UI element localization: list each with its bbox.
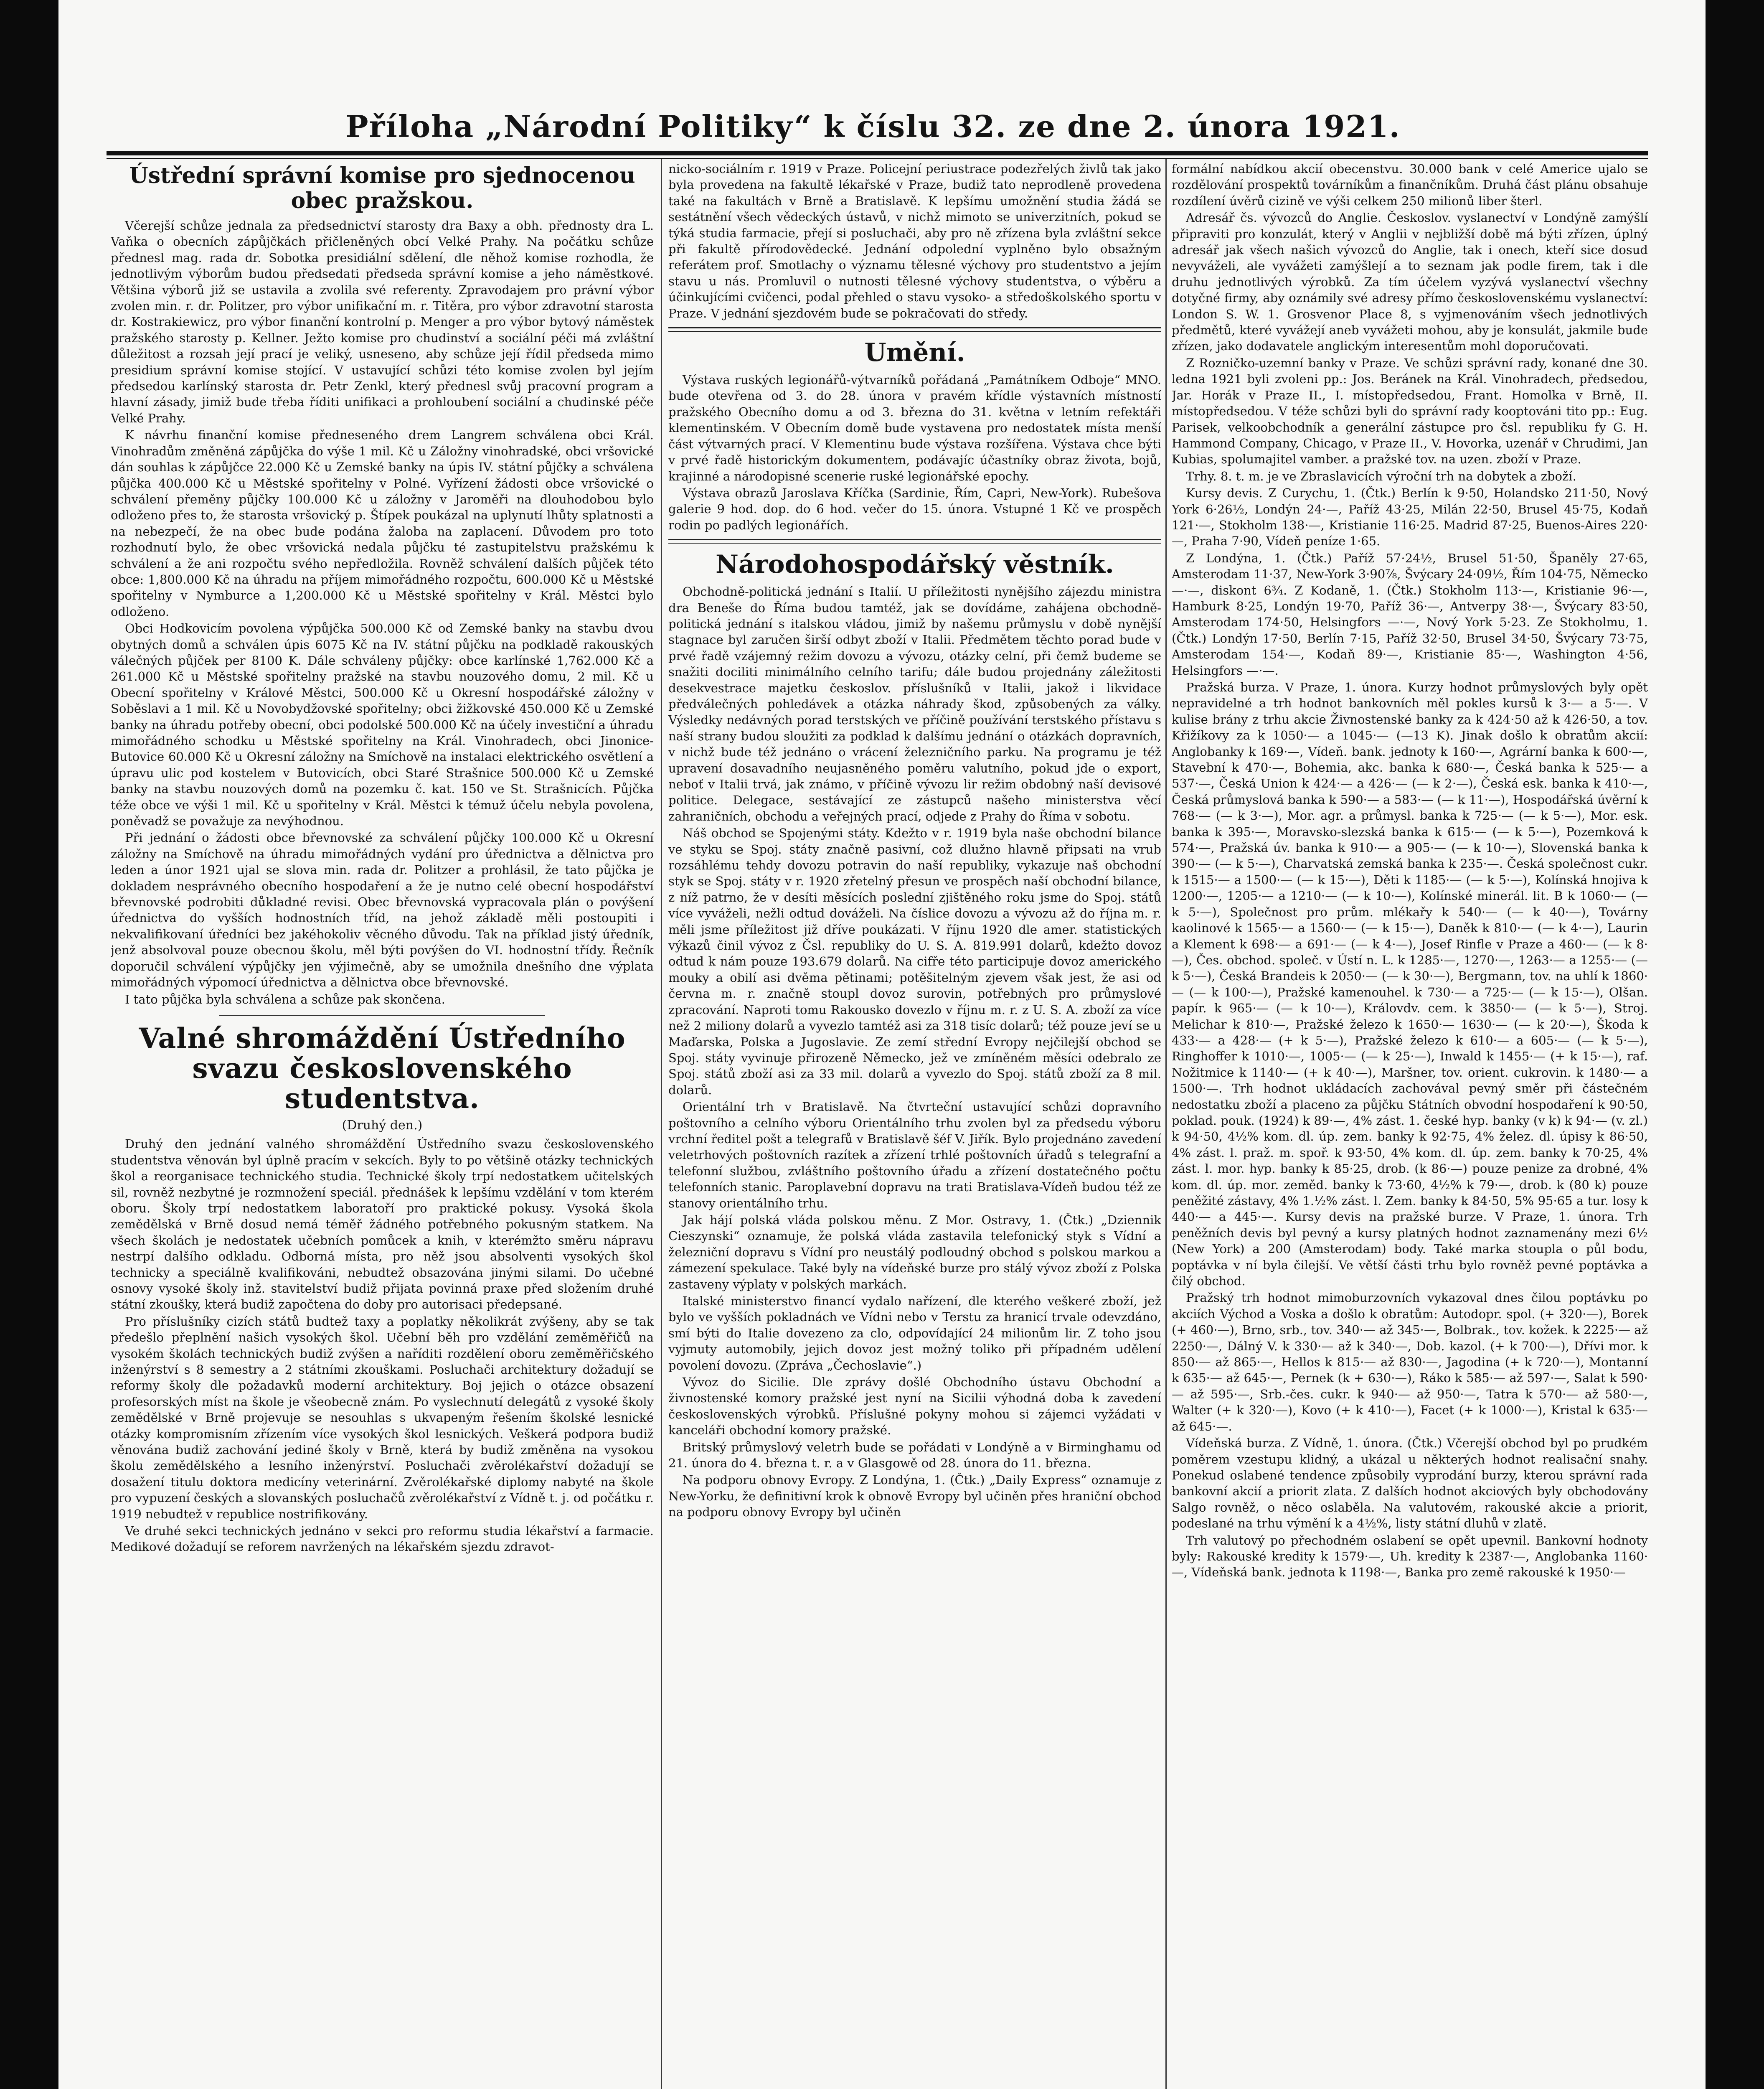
article-paragraph: Pražská burza. V Praze, 1. února. Kurzy hodnot průmyslových byly opět nepravidelné a trh hodnot bankovních měl pokles kursů k 3·— a 5·—. V kulise brány z trhu akcie Živnostenské banky za k 424·50 až k 426·50, a tov. Křižíkovy za k 1050·— a 1045·— (—13 K). Jinak došlo k obratům akcií: Anglobanky k 169·—, Vídeň. bank. jednoty k 160·—, Agrární banka k 600·—, Stavební k 470·—, Bohemia, akc. banka k 680·—, Česká banka k 525·— a 537·—, Česká Union k 424·— a 426·— (— k 2·—), Česká esk. banka k 410·—, Česká průmyslová banka k 590·— a 583·— (— k 11·—), Hospodářská úvěrní k 768·— (— k 3·—), Mor. agr. a průmysl. banka k 725·— (— k 5·—), Mor. esk. banka k 395·—, Moravsko-slezská banka k 615·— (— k 5·—), Pozemková k 574·—, Pražská úv. banka k 910·— a 905·— (— k 10·—), Slovenská banka k 390·— (— k 5·—), Charvatská zemská banka k 235·—. Česká společnost cukr. k 1515·— a 1500·— (— k 15·—), Děti k 1185·— (— k 5·—), Kolínská hnojiva k 1200·—, 1205·— a 1210·— (— k 10·—), Kolínské minerál. lit. B k 1060·— (— k 5·—), Společnost pro prům. mlékařy k 540·— (— k 40·—), Továrny kaolinové k 1565·— a 1560·— (— k 15·—), Daněk k 810·— (— k 4·—), Laurin a Klement k 698·— a 691·— (— k 4·—), Josef Rinfle v Praze a 460·— (— k 8·—), Čes. obchod. společ. v Ústí n. L. k 1285·—, 1270·—, 1263·— a 1255·— (— k 5·—), Česká Brandeis k 2050·— (— k 30·—), Bergmann, tov. na uhlí k 1860·— (— k 100·—), Pražské kamenouhel. k 730·— a 725·— (— k 15·—), Olšan. papír. k 965·— (— k 10·—), Královdv. cem. k 3850·— (— k 5·—), Stroj. Melichar k 810·—, Pražské železo k 1650·— 1630·— (— k 20·—), Škoda k 433·— a 428·— (+ k 5·—), Pražské železo k 610·— a 605·— (— k 5·—), Ringhoffer k 1010·—, 1005·— (— k 25·—), Inwald k 1455·— (+ k 15·—), raf. Nožitmice k 1140·— (+ k 40·—), Maršner, tov. orient. cukrovin. k 1480·— a 1500·—. Trh hodnot ukládacích zachovával pevný směr při částečném nedostatku zboží a placeno za půjčku Státních obvodní hospodaření k 90·50, poklad. pouk. (1924) k 89·—, 4% zást. 1. české hyp. banky (v k) k 94·— (v. zl.) k 94·50, 4½% kom. dl. úp. zem. banky k 92·75, 4% želez. dl. úpisy k 86·50, 4% zást. l. praž. m. spoř. k 93·50, 4% kom. dl. úp. zem. banky k 70·25, 4% zást. l. mor. hyp. banky k 85·25, drob. (k 86·—) pouze penize za drobné, 4% kom. dl. úp. mor. zeměd. banky k 73·60, 4½% k 79·—, drob. k (80 k) pouze peněžité zástavy, 4% 1.½% zást. l. Zem. banky k 84·50, 5% 95·65 a tur. losy k 440·— a 445·—. Kursy devis na pražské burze. V Praze, 1. února. Trh peněžních devis byl pevný a kursy platných hodnot zaznamenány mezi 6½ (New York) a 200 (Amsterodam) body. Také marka stoupla o půl bodu, poptávka v ní byla čilejší. Ve větší části trhu bylo rovněž pevné poptávka a čilý obchod. bbox=[1172, 680, 1648, 1288]
article-paragraph: Obci Hodkovicím povolena výpůjčka 500.000 Kč od Zemské banky na stavbu dvou obytných domů a schválen úpis 6075 Kč na IV. státní půjčku na podkladě rakouských válečných půjček per 8100 K. Dále schváleny půjčky: obce karlínské 1,762.000 Kč a 261.000 Kč u Městské spořitelny pražské na stavbu nouzového domu, 2 mil. Kč u Obecní spořitelny v Králové Městci, 500.000 Kč u Okresní hospodářské záložny v Soběslavi a 1 mil. Kč u Novobydžovské spořitelny; obci žižkovské 450.000 Kč u Zemské banky na úhradu potřeby obecní, obci podolské 500.000 Kč na účely investiční a úhradu mimořádného schodku u Městské spořitelny na Král. Vinohradech, obci Jinonice-Butovice 60.000 Kč u Okresní záložny na Smíchově na instalaci elektrického osvětlení a úpravu ulic pod kostelem v Butovicích, obci Staré Strašnice 500.000 Kč u Zemské banky na stavbu nouzových domů na pozemku č. kat. 150 ve St. Strašnicích. Půjčka téže obce ve výši 1 mil. Kč u spořitelny v Král. Městci k témuž účelu nebyla povolena, poněvadž se považuje za nevýhodnou. bbox=[111, 621, 654, 828]
article-paragraph: Z Rozničko-uzemní banky v Praze. Ve schůzi správní rady, konané dne 30. ledna 1921 byli zvoleni pp.: Jos. Beránek na Král. Vinohradech, předsedou, Jar. Horák v Praze II., I. místopředsedou, Frant. Homolka v Brně, II. místopředsedou. V téže schůzi byli do správní rady kooptováni tito pp.: Eug. Parisek, velkoobchodník a generální zástupce pro čsl. republiku fy G. H. Hammond Company, Chicago, v Praze II., V. Hovorka, uzenář v Chrudimi, Jan Kubias, spolumajitel vamber. a pražské tov. na uzen. zboží v Praze. bbox=[1172, 356, 1648, 467]
article-continuation: nicko-sociálním r. 1919 v Praze. Policejní periustrace podezřelých živlů tak jako byla provedena na fakultě lékařské v Praze, budiž tato neprodleně provedena také na fakultách v Brně a Bratislavě. K lepšímu umožnění studia žádá se sestátnění všech vědeckých ústavů, v nichž mimoto se univerzitních, pokud se týká studia farmacie, přejí si posluchači, aby pro ně zřízena byla zvláštní sekce při fakultě přírodovědecké. Jednání odpolední vyplněno bylo obsažným referátem prof. Smotlachy o významu tělesné výchovy pro studentstvo a jejím stavu u nás. Promluvil o nutnosti tělesné výchovy studentstva, o výběru a účinkujícími cvičenci, podal přehled o stavu vysoko- a středoškolského sportu v Praze. V jednání sjezdovém bude se pokračovati do středy. bbox=[668, 162, 1161, 320]
article-paragraph: Náš obchod se Spojenými státy. Kdežto v r. 1919 byla naše obchodní bilance ve styku se Spoj. státy značně pasivní, což dlužno hlavně připsati na vrub rozsáhlému tehdy dovozu potravin do naší republiky, vykazuje naš obchodní styk se Spoj. státy v r. 1920 zřetelný přesun ve prospěch naší obchodní bilance, z níž patrno, že v desíti měsících poslední zjištěného roku jsme do Spoj. států více vyváželi, nežli odtud dováželi. Na číslice dovozu a vývozu až do října m. r. měli jsme příležitost již dříve poukázati. V říjnu 1920 dle amer. statistických výkazů činil vývoz z Čsl. republiky do U. S. A. 819.991 dolarů, kdežto dovoz odtud k nám pouze 193.679 dolarů. Na cifře této participuje dovoz amerického mouky a obilí asi dvěma pětinami; potěšitelným zjevem však jest, že asi od června m. r. značně stoupl dovoz surovin, potřebných pro průmyslové zpracování. Naproti tomu Rakousko dovezlo v říjnu m. r. z U. S. A. zboží za více než 2 miliony dolarů a vyvezlo tamtéž asi za 318 tisíc dolarů; též pouze jeví se u Maďarska, Polska a Jugoslavie. Ze zemí střední Evropy nejčilejší obchod se Spoj. státy vyvinuje přirozeně Německo, jež ve zmíněném měsíci odebralo ze Spoj. států zboží asi za 33 mil. dolarů a vyvezlo do Spoj. států zboží za 8 mil. dolarů. bbox=[668, 826, 1161, 1097]
article-paragraph: K návrhu finanční komise předneseného drem Langrem schválena obci Král. Vinohradům změněná zápůjčka do výše 1 mil. Kč u Záložny vinohradské, obci vršovické dán souhlas k zápůjčce 22.000 Kč u Zemské banky na úpis IV. státní půjčky a schválena půjčka 400.000 Kč u Městské spořitelny v Polné. Vyřízení žádosti obce vršovické o schválení přeměny půjčky 100.000 Kč u záložny v Jaroměři na dlouhodobou bylo odloženo přes to, že starosta vršovický p. Štípek poukázal na uplynutí lhůty splatnosti a na nebezpečí, že na obec bude podána žaloba na zaplacení. Důvodem pro toto rozhodnutí bylo, že obec vršovická nedala půjčku té zastupitelstvu pražskému k schválení a že ani rozpočtu svého nepředložila. Rovněž schválení dalších půjček této obce: 1,800.000 Kč na úhradu na příjem mimořádného rozpočtu, 600.000 Kč u Městské spořitelny v Nymburce a 1,200.000 Kč u Městské spořitelny v Král. Městci bylo odloženo. bbox=[111, 428, 654, 619]
article-separator bbox=[219, 1015, 545, 1016]
article-paragraph: Trhy. 8. t. m. je ve Zbraslavicích výroční trh na dobytek a zboží. bbox=[1186, 469, 1576, 483]
section-title-umeni: Umění. bbox=[864, 338, 965, 368]
column-3 bbox=[1172, 161, 1648, 2089]
masthead-rule bbox=[107, 151, 1648, 155]
article-paragraph: Výstava obrazů Jaroslava Kříčka (Sardinie, Řím, Capri, New-York). Rubešova galerie 9 hod. dop. do 6 hod. večer do 15. února. Vstupné 1 Kč ve prospěch rodin po padlých legionářích. bbox=[668, 485, 1161, 532]
article-paragraph: Kursy devis. Z Curychu, 1. (Čtk.) Berlín k 9·50, Holandsko 211·50, Nový York 6·26½, Londýn 24·—, Paříž 43·25, Milán 22·50, Brusel 45·75, Kodaň 121·—, Stokholm 138·—, Kristianie 116·25. Madrid 87·25, Buenos-Aires 220·—, Praha 7·90, Vídeň peníze 1·65. bbox=[1172, 486, 1648, 549]
article-paragraph: I tato půjčka byla schválena a schůze pak skončena. bbox=[125, 992, 445, 1006]
scan-border-left bbox=[0, 0, 58, 2089]
article-paragraph: Ve druhé sekci technických jednáno v sekci pro reformu studia lékařství a farmacie. Medikové dožadují se reforem navržených na lékařském sjezdu zdravot- bbox=[111, 1524, 654, 1554]
article-paragraph: Vývoz do Sicilie. Dle zprávy došlé Obchodního ústavu Obchodní a živnostenské komory pražské jest nyní na Sicilii výhodná doba k zavedení československých výrobků. Příslušné pokyny mohou si zájemci vyžádati v kanceláři obchodní komory pražské. bbox=[668, 1375, 1161, 1438]
column-divider-1 bbox=[661, 159, 662, 2089]
article-paragraph: Britský průmyslový veletrh bude se pořádati v Londýně a v Birminghamu od 21. února do 4. března t. r. a v Glasgowě od 28. února do 11. března. bbox=[668, 1440, 1161, 1471]
section-separator bbox=[668, 539, 1161, 544]
article-paragraph: Výstava ruských legionářů-výtvarníků pořádaná „Památníkem Odboje“ MNO. bude otevřena od 3. do 28. února v pravém křídle výstavních místností pražského Obecního domu a od 3. března do 31. května v letním refektáři klementinském. V Obecním domě bude vystavena pro nedostatek místa menší část výtvarných prací. V Klementinu bude výstava rozšířena. Výstava chce býti v prvé řadě historickým dokumentem, podávajíc účastníky obraz života, bojů, krajinné a národopisné scenerie ruské legionářské epochy. bbox=[668, 373, 1161, 483]
masthead-rule-thin bbox=[107, 158, 1648, 159]
scan-border-right bbox=[1706, 0, 1764, 2089]
article-subhead: (Druhý den.) bbox=[342, 1118, 423, 1133]
article-paragraph: Na podporu obnovy Evropy. Z Londýna, 1. (Čtk.) „Daily Express“ oznamuje z New-Yorku, že definitivní krok k obnově Evropy byl učiněn přes hraniční obchod na podporu obnovy Evropy byl učiněn bbox=[668, 1473, 1161, 1520]
article-paragraph: Jak hájí polská vláda polskou měnu. Z Mor. Ostravy, 1. (Čtk.) „Dziennik Cieszynski“ oznamuje, že polská vláda zastavila telefonický styk s Vídní a železniční dopravu s Vídní pro neustálý podloudný obchod s polskou markou a zámezení spekulace. Také byly na vídeňské burze pro stálý vývoz zboží z Polska zastaveny výplaty v polských markách. bbox=[668, 1212, 1161, 1291]
masthead-title: Příloha „Národní Politiky“ k číslu 32. ze dne 2. února 1921. bbox=[345, 109, 1401, 144]
article-paragraph: Orientální trh v Bratislavě. Na čtvrteční ustavující schůzi dopravního poštovního a celního výboru Orientálního trhu zvolen byl za předsedu výboru vrchní ředitel pošt a telegrafů v Bratislavě šéf V. Jiřík. Bylo projednáno zavedení veletrhových poštovních razítek a zřízení trhlé poštovních úřadů s telegrafní a telefonní službou, zvláštního poštovního úřadu a zřízení dostatečného počtu telefonních stanic. Paroplavební dopravu na trati Bratislava-Vídeň budou též ze stanovy orientálního trhu. bbox=[668, 1100, 1161, 1210]
column-2 bbox=[668, 161, 1161, 2089]
article-paragraph: Při jednání o žádosti obce břevnovské za schválení půjčky 100.000 Kč u Okresní záložny na Smíchově na úhradu mimořádných vydání pro úřednictva a dělnictva pro leden a únor 1921 ujal se slova min. rada dr. Politzer a prohlásil, že tato půjčka je dokladem nesprávného obecního hospodaření a že je nutno celé obecní hospodářství břevnovské podrobiti důkladné revisi. Obec břevnovská vypracovala plán o povýšení úřednictva do vyšších hodnostních tříd, na jehož základě měli postoupiti i nekvalifikovaní úředníci bez jakéhokoliv věcného důvodu. Tak na příklad jistý úředník, jenž absolvoval pouze obecnou školu, měl býti povýšen do VI. hodnostní třídy. Řečník doporučil schválení výpůjčky jen výjimečně, aby se umožnila dnešního dne výplata mimořádných výpomocí úřednictva a dělnictva obce břevnovské. bbox=[111, 831, 654, 990]
column-1 bbox=[111, 161, 654, 2089]
article-paragraph: Včerejší schůze jednala za předsednictví starosty dra Baxy a obh. přednosty dra L. Vaňka o obecních zápůjčkách přičleněných obcí Velké Prahy. Na počátku schůze přednesl mag. rada dr. Sobotka presidiální sdělení, dle něhož komise rozhodla, že jednotlivým výborům budou předsedati předseda správní komise a jeho náměstkové. Většina výborů již se ustavila a zvolila své referenty. Zpravodajem pro právní výbor zvolen min. r. dr. Politzer, pro výbor unifikační m. r. Titěra, pro výbor zdravotní starosta dr. Kostrakiewicz, pro výbor finanční kontrolní p. Menger a pro výbor bytový náměstek pražského starosty p. Kellner. Ježto komise pro chudinství a sociální péči má zvláštní důležitost a rozsah její prací je veliký, usneseno, aby schůze její řídil předseda mimo presidium správní komise stojící. V ustavující schůzi této komise zvolen byl jejím předsedou karlínský starosta dr. Petr Zenkl, který přednesl svůj pracovní program a hlavní zásady, jimiž bude třeba říditi unifikaci a prohloubení sociální a chudinské péče Velké Prahy. bbox=[111, 219, 654, 425]
article-continuation: formální nabídkou akcií obecenstvu. 30.000 bank v celé Americe ujalo se rozdělování prospektů továrníkům a finančníkům. Druhá část plánu obsahuje rozdílení úvěrů cizině ve výši celkem 250 milionů liber šterl. bbox=[1172, 162, 1648, 208]
article-paragraph: Trh valutový po přechodném oslabení se opět upevnil. Bankovní hodnoty byly: Rakouské kredity k 1579·—, Uh. kredity k 2387·—, Anglobanka 1160·—, Vídeňská bank. jednota k 1198·—, Banka pro země rakouské k 1950·— bbox=[1172, 1533, 1648, 1580]
article-paragraph: Vídeňská burza. Z Vídně, 1. února. (Čtk.) Včerejší obchod byl po prudkém poměrem vzestupu klidný, a ukázal u některých hodnot realisační snahy. Ponekud oslabené tendence způsobily vyprodání burzy, kterou správní rada bankovní akcií a priorit zlata. Z dalších hodnot akciových byly obchodovány Salgo rovněž, o něco oslaběla. Na valutovém, rakouské akcie a priorit, podeslané na trhu výmění k a 4½%, listy státní dluhů v zlatě. bbox=[1172, 1436, 1648, 1531]
section-separator bbox=[668, 327, 1161, 332]
article-paragraph: Adresář čs. vývozců do Anglie. Českoslov. vyslanectví v Londýně zamýšlí připraviti pro konzulát, který v Anglii v nejbližší době má býti zřízen, úplný adresář jak všech našich vývozců do Anglie, tak i onech, kteří sice dosud nevyváželi, ale vyvážeti zamýšlejí a to seznam jak podle firem, tak i dle druhu jednotlivých výrobků. Za tím účelem vyzývá vyslanectví všechny dotyčné firmy, aby oznámily své adresy přímo československému vyslanectví: London S. W. 1. Grosvenor Place 8, s vyjmenováním všech jednotlivých předmětů, které vyvážejí aneb vyvážeti mohou, aby je konsulát, jakmile bude zřízen, jako dodavatele anglickým interesentům mohl doporučovati. bbox=[1172, 211, 1648, 353]
article-paragraph: Pražský trh hodnot mimoburzovních vykazoval dnes čilou poptávku po akciích Východ a Voska a došlo k obratům: Autodopr. spol. (+ 320·—), Borek (+ 460·—), Brno, srb., tov. 340·— až 345·—, Bolbrak., tov. kožek. k 2225·— až 2250·—, Dálný V. k 330·— až k 340·—, Dob. kazol. (+ k 700·—), Dřívi mor. k 850·— až 865·—, Hellos k 815·— až 830·—, Jagodina (+ k 720·—), Montanní k 635·— až 645·—, Pernek (k + 630·—), Ráko k 585·— až 597·—, Salat k 590·— až 595·—, Srb.-čes. cukr. k 940·— až 950·—, Tatra k 570·— až 580·—, Walter (+ k 320·—), Kovo (+ k 410·—), Facet (+ k 1000·—), Kristal k 635·— až 645·—. bbox=[1172, 1291, 1648, 1433]
article-paragraph: Z Londýna, 1. (Čtk.) Paříž 57·24½, Brusel 51·50, Španěly 27·65, Amsterodam 11·37, New-York 3·90⅞, Švýcary 24·09½, Řím 104·75, Německo —·—, diskont 6¾. Z Kodaně, 1. (Čtk.) Stokholm 113·—, Kristianie 96·—, Hamburk 8·25, Londýn 19·70, Paříž 36·—, Antverpy 38·—, Švýcary 83·50, Amsterodam 174·50, Helsingfors —·—, Nový York 5·23. Ze Stokholmu, 1. (Čtk.) Londýn 17·50, Berlín 7·15, Paříž 32·50, Brusel 34·50, Švýcary 73·75, Amsterodam 154·—, Kodaň 89·—, Kristianie 85·—, Washington 4·56, Helsingfors —·—. bbox=[1172, 551, 1648, 678]
article-headline-valne-shromazdeni: Valné shromáždění Ústředního svazu československého studentstva. bbox=[139, 1022, 626, 1115]
section-title-vestnik: Národohospodářský věstník. bbox=[716, 550, 1114, 579]
article-paragraph: Italské ministerstvo financí vydalo nařízení, dle kterého veškeré zboží, jež bylo ve vyšších pokladnách ve Vídni nebo v Terstu za hranicí trvale odevzdáno, smí býti do Italie dovezeno za clo, odpovídající 24 milionům lir. Z toho jsou vyjmuty automobily, jejich dovoz jest možný toliko při případném udělení povolení dovozu. (Zpráva „Čechoslavie“.) bbox=[668, 1294, 1161, 1372]
article-paragraph: Druhý den jednání valného shromáždění Ústředního svazu československého studentstva věnován byl úplně pracím v sekcích. Byly to po většině otázky technických škol a reorganisace technického studia. Technické školy trpí nedostatkem učitelských sil, rovněž nezbytné je rozmnožení speciál. přednášek k lepšímu vzdělání v tom kterém oboru. Školy trpí nedostatkem laboratoří pro praktické pokusy. Vysoká škola zemědělská v Brně dosud nemá téměř žádného potřebného pokusným statkem. Na všech školách je nedostatek učebních pomůcek a knih, v kterémžto směru nápravu nestrpí dalšího odkladu. Odborná místa, pro něž jsou absolventi vysokých škol technicky a speciálně kvalifikováni, nebudtež obsazována jinými silami. Do učebné osnovy vysoké školy inž. stavitelství budiž přijata povinná praxe před složením druhé státní zkoušky, která budiž započtena do doby pro autorisaci předepsané. bbox=[111, 1137, 654, 1312]
article-paragraph: Obchodně-politická jednání s Italií. U příležitosti nynějšího zájezdu ministra dra Beneše do Říma budou tamtéž, jak se dovídáme, zahájena obchodně-politická jednání s italskou vládou, jimiž by našemu průmyslu v době nynější stagnace byl zaručen širší odbyt zboží v Italii. Předmětem těchto porad bude v prvé řadě vzájemný režim dovozu a vývozu, otázky celní, při čemž budeme se snažiti dociliti minimálního celního tarifu; dále budou projednány záležitosti desekvestrace majetku českoslov. příslušníků v Italii, jakož i likvidace předválečných pohledávek a otázka náhrady škod, způsobených za války. Výsledky nedávných porad terstských ve příčině používání terstského přístavu s naší strany budou sloužiti za podklad k dalšímu jednání o otázkách dopravních, v nichž bude též jednáno o vrácení železničního parku. Na programu je též upravení dosavadního neujasněného poměru valutního, pokud jde o export, neboť v Italii trvá, jak známo, v příčině vývozu lir režim obdobný naší devisové politice. Delegace, sestávající ze zástupců našeho ministerstva věcí zahraničních, obchodu a veřejných prací, odjede z Prahy do Říma v sobotu. bbox=[668, 585, 1161, 823]
column-divider-2 bbox=[1165, 159, 1167, 2089]
article-paragraph: Pro příslušníky cizích států budtež taxy a poplatky několikrát zvýšeny, aby se tak předešlo přeplnění našich vysokých škol. Učební běh pro vzdělání zeměměřičů na vysokém školách technických budiž zvýšen a naříditi rozdělení oboru zeměměřičského inženýrství s 8 semestry a 2 státními zkouškami. Posluchači architektury dožadují se reformy školy dle požadavků moderní architektury. Boj jejich o otázce obsazení profesorských míst na škole je všeobecně znám. Po vyslechnutí delegátů z vysoké školy zemědělské v Brně projevuje se nesouhlas s ukvapeným řešením školské lesnické otázky kompromisním zřízením více vysokých škol lesnických. Veškerá podpora budiž věnována budiž zachování jediné školy v Brně, která by budiž změněna na vysokou školu zemědělského a lesního inženýrství. Posluchači zvěrolékařství dožadují se dosažení titulu doktora medicíny veterinární. Zvěrolékařské diplomy nabyté na škole pro vypuzení českých a slovanských posluchačů zvěrolékařství z Vídně t. j. od počátku r. 1919 nebudtež v republice nostrifikovány. bbox=[111, 1314, 654, 1521]
article-headline-spravni-komise: Ústřední správní komise pro sjednocenou obec pražskou. bbox=[129, 163, 635, 213]
